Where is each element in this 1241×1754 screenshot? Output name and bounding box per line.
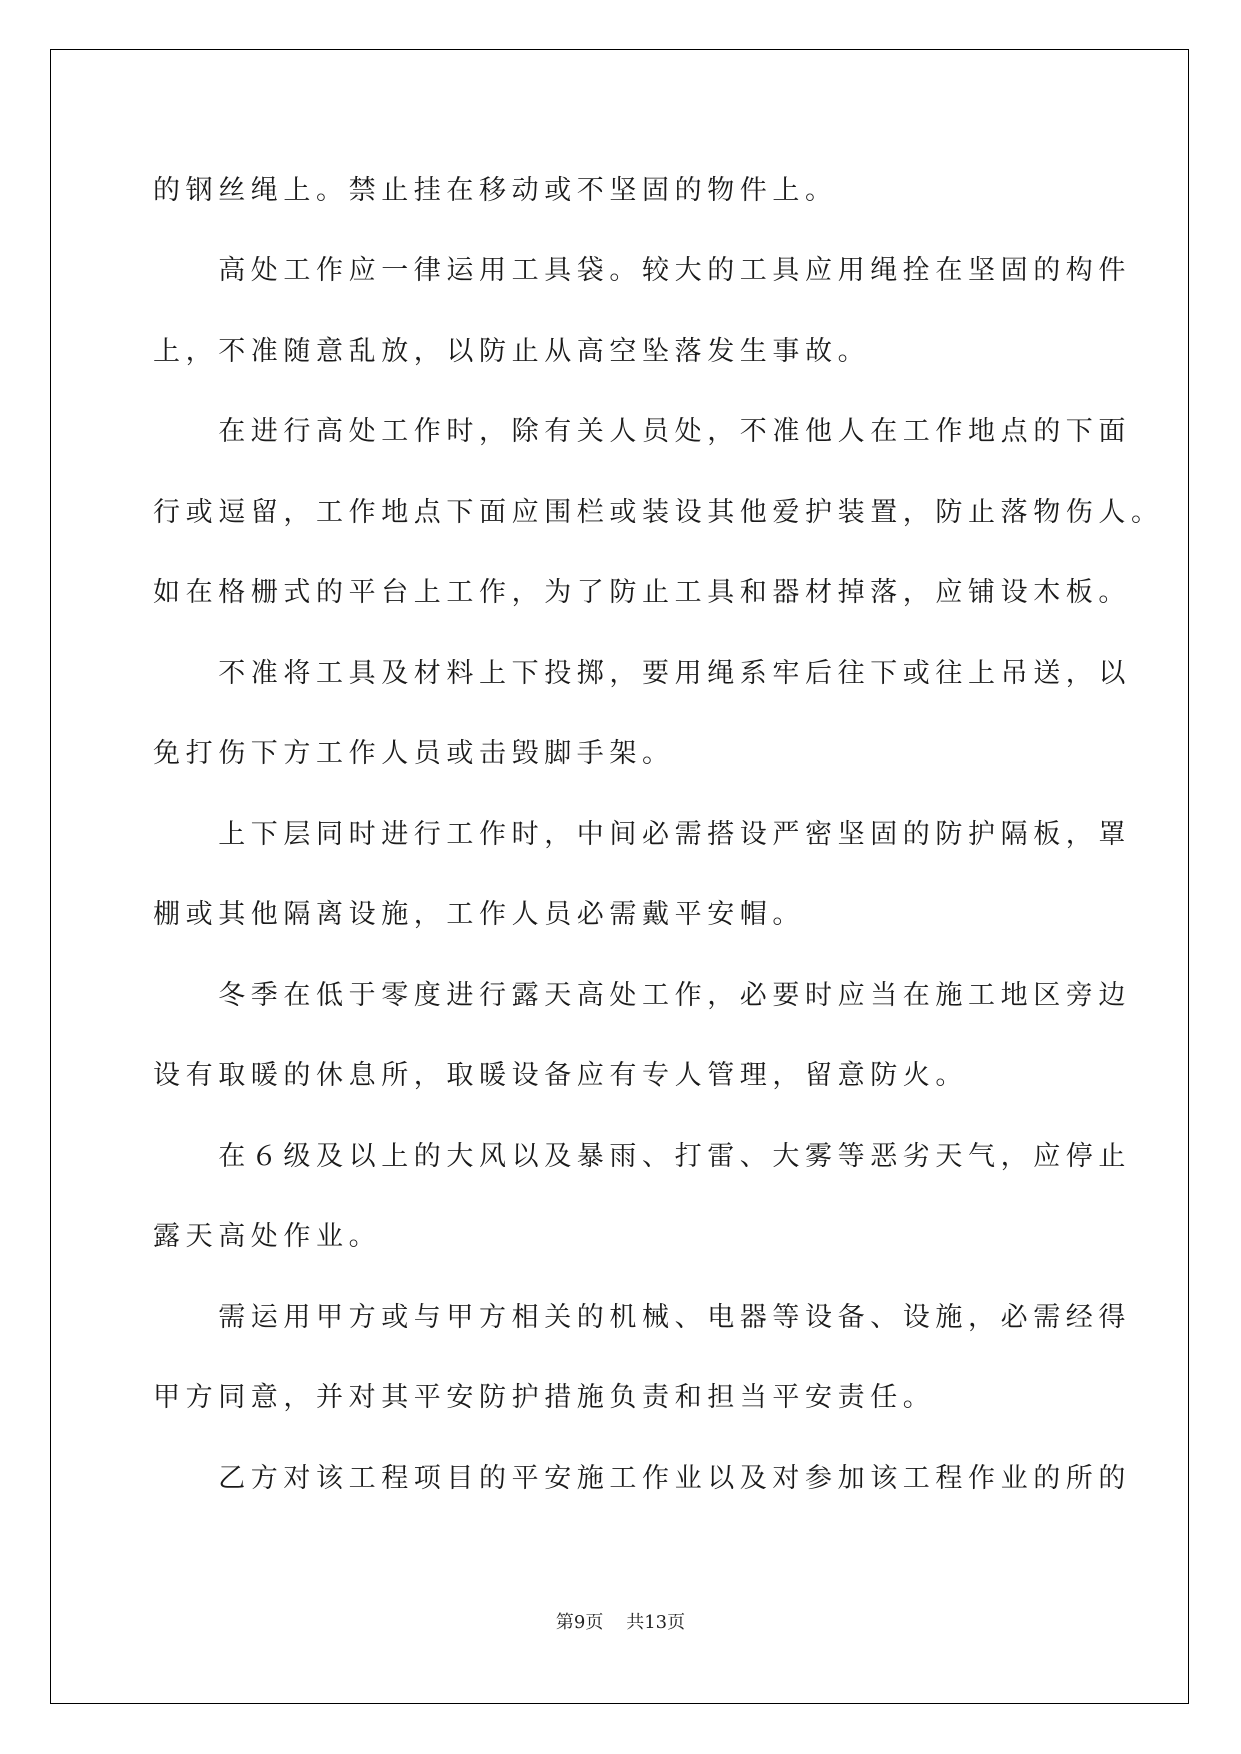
- text-line-1: 的钢丝绳上。禁止挂在移动或不坚固的物件上。: [153, 175, 838, 206]
- text-line-4: 在进行高处工作时，除有关人员处，不准他人在工作地点的下面: [153, 416, 1131, 447]
- text-line-3: 上，不准随意乱放，以防止从高空坠落发生事故。: [153, 336, 871, 367]
- text-line-11: 冬季在低于零度进行露天高处工作，必要时应当在施工地区旁边: [153, 980, 1131, 1011]
- page-border: [50, 49, 1189, 1704]
- text-line-15: 需运用甲方或与甲方相关的机械、电器等设备、设施，必需经得: [153, 1302, 1131, 1333]
- text-line-6: 如在格栅式的平台上工作，为了防止工具和器材掉落，应铺设木板。: [153, 577, 1131, 608]
- text-line-2: 高处工作应一律运用工具袋。较大的工具应用绳拴在坚固的构件: [153, 255, 1131, 286]
- text-line-8: 免打伤下方工作人员或击毁脚手架。: [153, 738, 675, 769]
- page-number: 第9页: [555, 1612, 604, 1633]
- text-line-17: 乙方对该工程项目的平安施工作业以及对参加该工程作业的所的: [153, 1463, 1131, 1494]
- text-line-9: 上下层同时进行工作时，中间必需搭设严密坚固的防护隔板，罩: [153, 819, 1131, 850]
- text-line-14: 露天高处作业。: [153, 1221, 382, 1252]
- text-line-16: 甲方同意，并对其平安防护措施负责和担当平安责任。: [153, 1382, 936, 1413]
- page-footer: [0, 1611, 1241, 1635]
- text-line-5: 行或逗留，工作地点下面应围栏或装设其他爱护装置，防止落物伤人。: [153, 497, 1164, 528]
- text-line-12: 设有取暖的休息所，取暖设备应有专人管理，留意防火。: [153, 1060, 968, 1091]
- text-line-13: 在６级及以上的大风以及暴雨、打雷、大雾等恶劣天气，应停止: [153, 1141, 1131, 1172]
- page-total: 共13页: [626, 1612, 686, 1633]
- text-line-10: 棚或其他隔离设施，工作人员必需戴平安帽。: [153, 899, 805, 930]
- text-line-7: 不准将工具及材料上下投掷，要用绳系牢后往下或往上吊送，以: [153, 658, 1131, 689]
